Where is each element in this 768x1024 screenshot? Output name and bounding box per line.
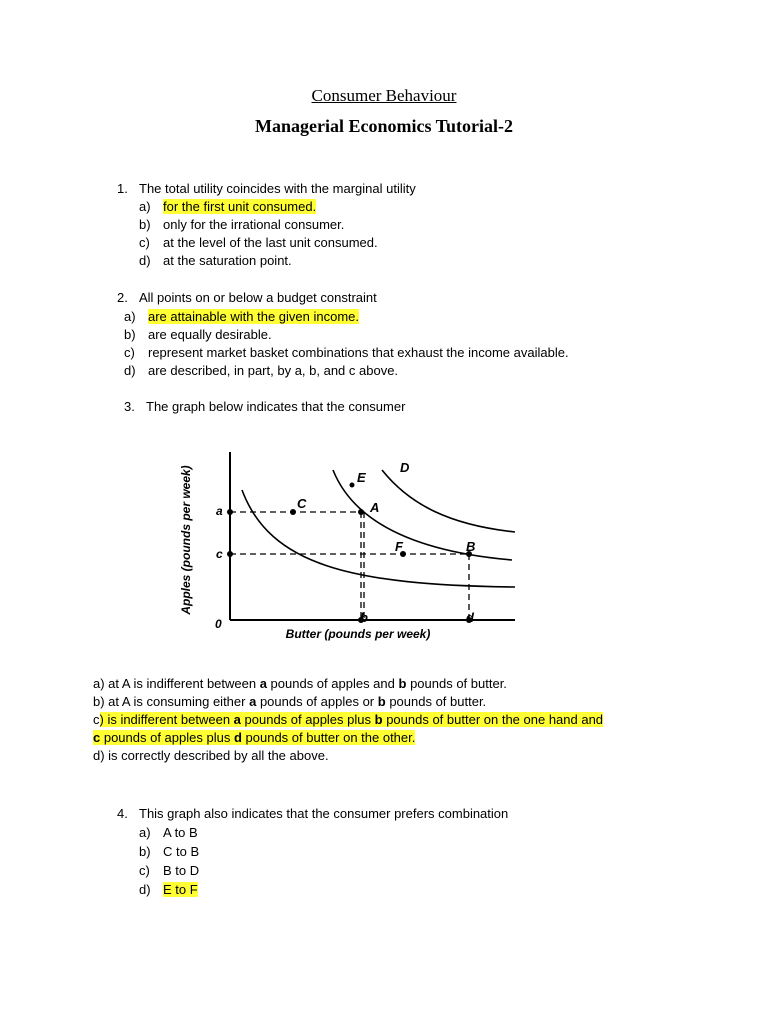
tick-dot-c: [227, 551, 233, 557]
q2-question: 2. All points on or below a budget constraint: [117, 290, 377, 305]
q2-option-d: d) are described, in part, by a, b, and c above.: [124, 363, 399, 378]
point-a: [358, 509, 364, 515]
point-e: [350, 483, 355, 488]
q3-answer-d: d) is correctly described by all the above.: [93, 748, 329, 763]
q4-option-c: c) B to D: [139, 863, 200, 878]
q1-option-a: a) for the first unit consumed.: [139, 199, 317, 214]
q3-question: 3. The graph below indicates that the consumer: [124, 399, 406, 414]
q3-answer-c-line1: c) is indifferent between a pounds of apples plus b pounds of butter on the one hand and: [93, 712, 604, 727]
q1-option-b: b) only for the irrational consumer.: [139, 217, 345, 232]
label-e: E: [357, 470, 366, 485]
q1-question: 1. The total utility coincides with the marginal utility: [117, 181, 416, 196]
label-a: A: [370, 500, 380, 515]
q4-question: 4. This graph also indicates that the consumer prefers combination: [117, 806, 509, 821]
x-axis-label: Butter (pounds per week): [285, 627, 431, 641]
document-title: Consumer Behaviour: [311, 86, 457, 105]
tick-label-b: b: [360, 610, 368, 625]
q1-option-d: d) at the saturation point.: [139, 253, 292, 268]
q2-option-a: a) are attainable with the given income.: [124, 309, 360, 324]
q4-option-d: d) E to F: [139, 882, 198, 897]
origin-label: 0: [215, 617, 222, 631]
q4-option-a: a) A to B: [139, 825, 198, 840]
indifference-curve-graph: [170, 440, 550, 655]
q3-answer-a: a) at A is indifferent between a pounds of apples and b pounds of butter.: [93, 676, 507, 691]
tick-label-c: c: [216, 547, 223, 561]
document-subtitle: Managerial Economics Tutorial-2: [255, 116, 513, 136]
q2-option-c: c) represent market basket combinations that exhaust the income available.: [124, 345, 569, 360]
point-c: [290, 509, 296, 515]
y-axis-label: Apples (pounds per week): [179, 465, 193, 615]
q4-option-b: b) C to B: [139, 844, 200, 859]
graph-svg: [170, 440, 550, 655]
label-f: F: [395, 539, 403, 554]
label-c: C: [297, 496, 307, 511]
q3-answer-c-line2: c pounds of apples plus d pounds of butter on the other.: [93, 730, 416, 745]
label-d: D: [400, 460, 410, 475]
q3-answer-b: b) at A is consuming either a pounds of apples or b pounds of butter.: [93, 694, 487, 709]
tick-dot-a: [227, 509, 233, 515]
indifference-curve-3: [382, 470, 515, 532]
label-b: B: [466, 539, 476, 554]
tick-label-a: a: [216, 504, 223, 518]
q2-option-b: b) are equally desirable.: [124, 327, 272, 342]
q1-option-c: c) at the level of the last unit consumed.: [139, 235, 378, 250]
tick-label-d: d: [466, 610, 474, 625]
